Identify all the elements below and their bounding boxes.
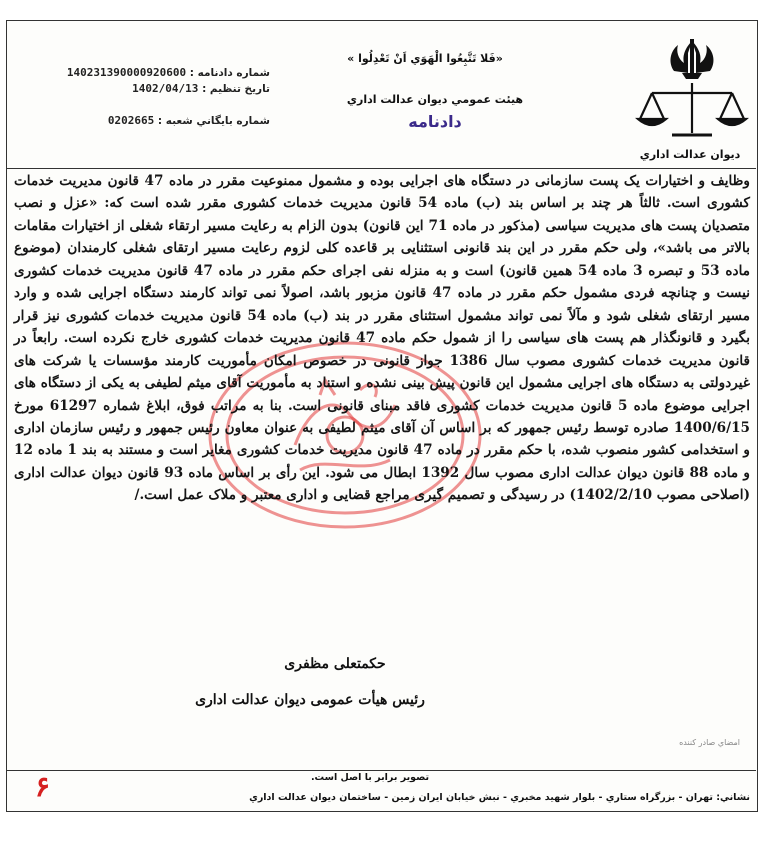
page-number-mark: ۶ (35, 770, 51, 803)
signature-label: امضاي صادر كننده (679, 738, 740, 747)
verdict-body-text: وظایف و اختیارات یک پست سازمانی در دستگاه های اجرایی بوده و مشمول ممنوعیت مقرر در ماده 47 قانون مدیریت خدمات کشوری است. ثالثاً هر چند بر اساس بند (ب) ماده 54 قانون مدیریت خدمات کشوری مقرر شده است که: «عزل و نصب متصدیان پست های مدیریت سیاسی (مذکور در ماده 71 این قانون) بدون الزام به رعایت مسیر ارتقاء شغلی از اختیارات مقامات بالاتر می باشد»، ولی حکم مقرر در این بند قانونی استثنایی بر قاعده کلی لزوم رعایت مسیر ارتقای شغلی کارمندان (موضوع ماده 53 و تبصره 3 ماده 54 همین قانون) است و به منزله نفی اجرای حکم مقرر در ماده 47 قانون مدیریت خدمات کشوری نیست و چنانچه فردی مشمول حکم مقرر در ماده 47 قانون مزبور باشد، اصولاً نمی تواند کارمند دستگاه اجرایی شده و وارد مسیر ارتقای شغلی شود و مآلاً نمی تواند مشمول استثنای مقرر در بند (ب) ماده 54 قانون مدیریت خدمات کشوری نیز قرار بگیرد و قانونگذار هم پست های سیاسی را از شمول حکم ماده 47 قانون مدیریت خدمات کشوری خارج نکرده است. رابعاً در قانون مدیریت خدمات کشوری مصوب سال 1386 جواز قانونی در خصوص امکان مأموریت کارمند مؤسسات یا شرکت های غیردولتی به دستگاه های اجرایی مشمول این قانون پیش بینی نشده و استناد به مأموریت آقای میثم لطیفی به یکی از دستگاه های اجرایی موضوع ماده 5 قانون مدیریت خدمات کشوری فاقد مبنای قانونی است. بنا به مراتب فوق، ابلاغ شماره 61297 مورخ 1400/6/15 صادره توسط رئیس جمهور که بر اساس آن آقای میثم لطیفی به عنوان معاون رئیس جمهور و رئیس سازمان اداری و استخدامی کشور منصوب شده، با حکم مقرر در ماده 47 قانون مدیریت خدمات کشوری مغایر است و مستند به بند 1 ماده 12 و ماده 88 قانون دیوان عدالت اداری مصوب سال 1392 ابطال می شود. این رأی بر اساس ماده 93 قانون دیوان عدالت اداری (اصلاحی مصوب 1402/2/10) در رسیدگی و تصمیم گیری مراجع قضایی و اداری معتبر و ملاک عمل است./ (14, 173, 750, 504)
signer-title: رئیس هیأت عمومی دیوان عدالت اداری (195, 692, 425, 708)
verdict-number: 140231390000920600 (66, 66, 187, 79)
date-value: 1402/04/13 (132, 82, 199, 95)
quran-verse: «فَلا تَتَّبِعُوا الْهَوَي اَنْ تَعْدِلُوا » (347, 52, 503, 65)
iran-emblem-icon (632, 33, 752, 163)
archive-number: 0202665 (107, 114, 155, 127)
court-address: نشاني: تهران - بزرگراه ستاري - بلوار شهيد مخبري - نبش خيابان ايران زمين - ساختمان ديوان عدالت اداري (249, 792, 750, 803)
date-row (60, 82, 270, 95)
verdict-number-label: شماره دادنامه : (189, 67, 270, 79)
court-name: ديوان عدالت اداري (639, 148, 741, 161)
header-divider (7, 168, 756, 169)
verdict-number-row (60, 66, 270, 79)
signer-name: حکمتعلی مظفری (284, 656, 386, 672)
board-title: هيئت عمومي ديوان عدالت اداري (346, 93, 524, 106)
archive-row (60, 114, 270, 127)
copy-certification-note: تصوير برابر با اصل است. (310, 772, 430, 783)
archive-label: شماره بايگاني شعبه : (157, 115, 270, 127)
date-label: تاريخ تنظيم : (202, 83, 270, 95)
footer-divider (7, 770, 756, 771)
document-type-title: دادنامه (408, 112, 462, 131)
